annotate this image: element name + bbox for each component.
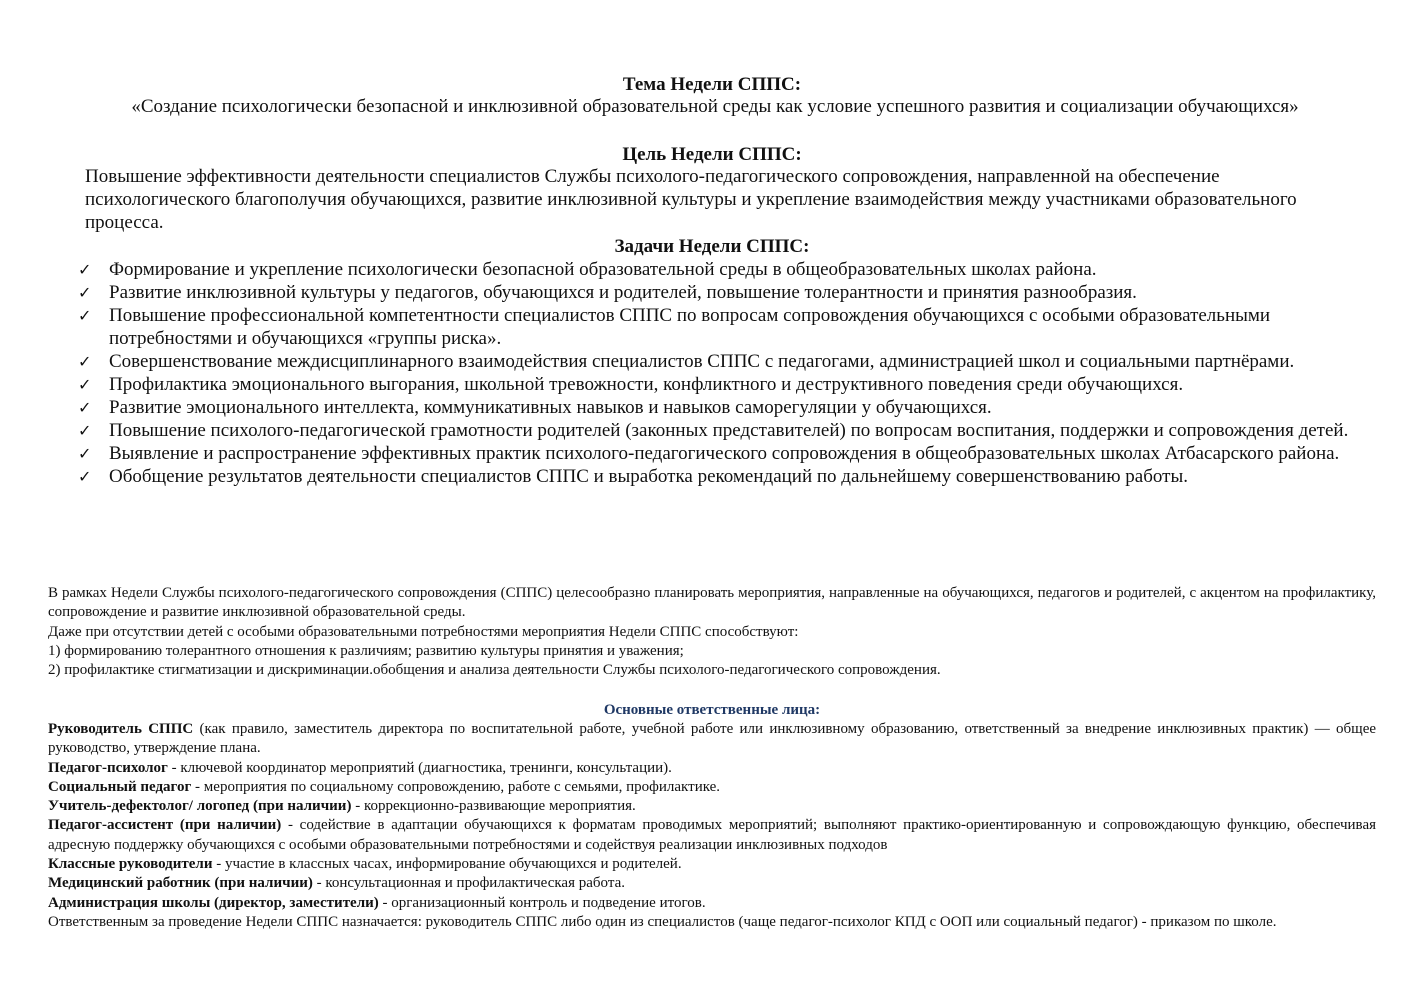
role-title: Классные руководители [48, 856, 213, 873]
checkmark-icon: ✓ [78, 467, 92, 486]
task-item [78, 396, 1378, 419]
tasks-heading: Задачи Недели СППС: [614, 236, 810, 257]
task-item [78, 281, 1378, 304]
role-entry [48, 874, 1376, 893]
checkmark-icon: ✓ [78, 283, 92, 302]
theme-text: «Создание психологически безопасной и инклюзивной образовательной среды как условие успешного развития и социализации обучающихся» [131, 96, 1299, 117]
role-description: - участие в классных часах, информирование обучающихся и родителей. [212, 856, 682, 873]
closing-paragraph: Ответственным за проведение Недели СППС назначается: руководитель СППС либо один из специалистов (чаще педагог-психолог КПД с ООП или социальный педагог) - приказом по школе. [48, 913, 1277, 930]
role-entry [48, 855, 1376, 874]
role-title: Педагог-ассистент (при наличии) [48, 817, 282, 834]
checkmark-icon: ✓ [78, 375, 92, 394]
task-text: Повышение профессиональной компетентности специалистов СППС по вопросам сопровождения обучающихся с особыми образовательными потребностями и обучающихся «группы риска». [109, 305, 1271, 349]
task-text: Обобщение результатов деятельности специалистов СППС и выработка рекомендаций по дальнейшему совершенствованию работы. [109, 466, 1188, 487]
role-title: Руководитель СППС [48, 721, 194, 737]
task-item [78, 442, 1378, 465]
role-description: - консультационная и профилактическая работа. [312, 875, 625, 892]
role-title: Медицинский работник (при наличии) [48, 875, 313, 892]
task-text: Выявление и распространение эффективных практик психолого-педагогического сопровождения в общеобразовательных школах Атбасарского района. [109, 443, 1340, 464]
role-description: - ключевой координатор мероприятий (диагностика, тренинги, консультации). [167, 759, 672, 776]
task-text: Повышение психолого-педагогической грамотности родителей (законных представителей) по вопросам воспитания, поддержки и сопровождения детей. [109, 420, 1349, 441]
checkmark-icon: ✓ [78, 398, 92, 417]
role-description: - содействие в адаптации обучающихся к форматам проводимых мероприятий; выполняют практико-ориентированную и сопровождающую функцию, обеспечивая адресную поддержку обучающихся с особыми образовательными потребностями и содействуя реализации инклюзивных подходов [48, 817, 1376, 853]
role-entry [48, 797, 1376, 816]
role-title: Педагог-психолог [48, 759, 168, 776]
goal-text: Повышение эффективности деятельности специалистов Службы психолого-педагогического сопровождения, направленной на обеспечение психологического благополучия обучающихся, развитие инклюзивной культуры и укрепление взаимодействия между участниками образовательного процесса. [85, 166, 1297, 233]
role-entry [48, 894, 1376, 913]
checkmark-icon: ✓ [78, 306, 92, 325]
role-entry [48, 816, 1376, 855]
task-text: Формирование и укрепление психологически безопасной образовательной среды в общеобразовательных школах района. [109, 259, 1097, 280]
role-entry [48, 759, 1376, 778]
task-item [78, 419, 1378, 442]
role-title: Администрация школы (директор, заместители) [48, 894, 379, 911]
task-item [78, 304, 1378, 350]
intro-list-item: 1) формированию толерантного отношения к различиям; развитию культуры принятия и уважения; [48, 642, 684, 659]
task-text: Совершенствование междисциплинарного взаимодействия специалистов СППС с педагогами, администрацией школ и социальными партнёрами. [109, 351, 1295, 372]
task-item [78, 465, 1378, 488]
role-description: - организационный контроль и подведение итогов. [378, 894, 706, 911]
theme-heading: Тема Недели СППС: [622, 74, 802, 95]
checkmark-icon: ✓ [78, 421, 92, 440]
role-description: - мероприятия по социальному сопровождению, работе с семьями, профилактике. [191, 778, 721, 795]
task-text: Развитие эмоционального интеллекта, коммуникативных навыков и навыков саморегуляции у обучающихся. [109, 397, 992, 418]
role-title: Социальный педагог [48, 778, 192, 795]
intro-paragraph: Даже при отсутствии детей с особыми образовательными потребностями мероприятия Недели СППС способствуют: [48, 623, 799, 640]
intro-list-item: 2) профилактике стигматизации и дискриминации.обобщения и анализа деятельности Службы психолого-педагогического сопровождения. [48, 662, 941, 679]
tasks-list [78, 258, 1378, 488]
goal-heading: Цель Недели СППС: [622, 144, 802, 165]
task-item [78, 350, 1378, 373]
task-item [78, 373, 1378, 396]
task-text: Профилактика эмоционального выгорания, школьной тревожности, конфликтного и деструктивного поведения среди обучающихся. [109, 374, 1184, 395]
checkmark-icon: ✓ [78, 260, 92, 279]
role-entry [48, 778, 1376, 797]
intro-paragraph: В рамках Недели Службы психолого-педагогического сопровождения (СППС) целесообразно планировать мероприятия, направленные на обучающихся, педагогов и родителей, с акцентом на профилактику, сопровождение и развитие инклюзивной образовательной среды. [48, 585, 1376, 621]
role-entry [48, 720, 1376, 759]
role-description: - коррекционно-развивающие мероприятия. [351, 798, 636, 815]
task-item [78, 258, 1378, 281]
checkmark-icon: ✓ [78, 352, 92, 371]
task-text: Развитие инклюзивной культуры у педагогов, обучающихся и родителей, повышение толерантности и принятия разнообразия. [109, 282, 1137, 303]
responsible-roles [48, 720, 1376, 932]
role-description: (как правило, заместитель директора по воспитательной работе, учебной работе или инклюзивному образованию, ответственный за внедрение инклюзивных практик) — общее руководство, утверждение плана. [48, 721, 1377, 757]
role-title: Учитель-дефектолог/ логопед (при наличии) [48, 798, 352, 815]
responsible-heading: Основные ответственные лица: [603, 702, 821, 718]
checkmark-icon: ✓ [78, 444, 92, 463]
intro-section [48, 584, 1376, 680]
